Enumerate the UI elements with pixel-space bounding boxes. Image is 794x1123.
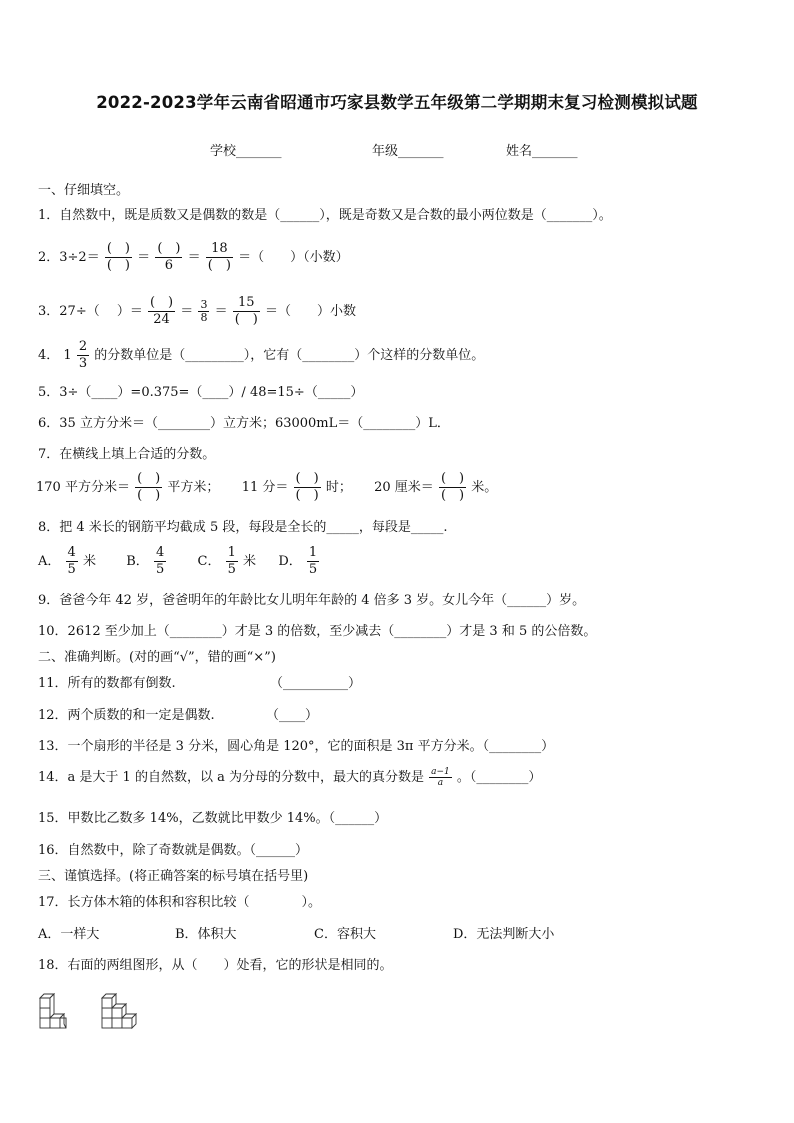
question-13: 13．一个扇形的半径是 3 分米，圆心角是 120°，它的面积是 3π 平方分米。（________） <box>38 739 555 754</box>
question-10: 10．2612 至少加上（________）才是 3 的倍数，至少减去（________）才是 3 和 5 的公倍数。 <box>38 624 597 639</box>
question-5: 5．3÷（____）=0.375=（____）/ 48=15÷（_____） <box>38 385 364 400</box>
question-4 <box>38 339 484 372</box>
question-18: 18．右面的两组图形，从（ ）处看，它的形状是相同的。 <box>38 958 393 973</box>
q7-item-a: 170 平方分米＝ <box>36 480 130 495</box>
section-2-heading: 二、准确判断。(对的画“√”，错的画“×”) <box>38 650 276 665</box>
q3-fraction-1: $\frac{( )}{24}$ <box>149 295 174 327</box>
q7-item-c-unit: 米。 <box>471 480 498 495</box>
question-6: 6．35 立方分米＝（________）立方米；63000mL＝（________）L． <box>38 416 450 431</box>
q17-option-b: B．体积大 <box>175 927 237 942</box>
q17-option-a: A．一样大 <box>38 927 100 942</box>
q7-fraction-b: $\frac{( )}{( )}$ <box>295 471 319 503</box>
question-2 <box>38 241 349 274</box>
q8-option-b: B． <box>126 554 149 569</box>
q2-eq-1: ＝ <box>137 250 151 265</box>
question-12-answer: （____） <box>266 708 319 723</box>
question-7-items <box>36 471 497 504</box>
q8-option-a: A． <box>38 554 61 569</box>
q8-option-c-fraction: $\frac{1}{5}$ <box>227 545 236 577</box>
q4-whole: 1 <box>63 347 72 363</box>
question-12: 12．两个质数的和一定是偶数. <box>38 708 215 723</box>
question-16: 16．自然数中，除了奇数就是偶数。（______） <box>38 843 309 858</box>
page-title: 2022-2023学年云南省昭通市巧家县数学五年级第二学期期末复习检测模拟试题 <box>96 93 698 112</box>
question-3 <box>38 295 356 328</box>
q4-suffix: 的分数单位是（_________），它有（________）个这样的分数单位。 <box>94 348 485 363</box>
question-7: 7．在横线上填上合适的分数。 <box>38 447 216 462</box>
q7-item-b: 11 分＝ <box>241 480 289 495</box>
q7-fraction-a: $\frac{( )}{( )}$ <box>137 471 161 503</box>
question-8: 8．把 4 米长的钢筋平均截成 5 段，每段是全长的_____，每段是_____. <box>38 520 448 535</box>
q8-option-a-unit: 米 <box>82 554 96 569</box>
q3-suffix: ＝（ ）小数 <box>265 304 357 319</box>
q8-option-d: D． <box>278 554 302 569</box>
q14-fraction: $\frac{a-1}{a}$ <box>431 767 450 788</box>
q2-fraction-3: $\frac{18}{( )}$ <box>207 241 231 273</box>
q8-option-c: C． <box>197 554 221 569</box>
q8-option-a-fraction: $\frac{4}{5}$ <box>67 545 76 577</box>
q8-option-b-fraction: $\frac{4}{5}$ <box>155 545 165 577</box>
q2-suffix: ＝（ ）（小数） <box>238 250 349 265</box>
question-11: 11．所有的数都有倒数. <box>38 676 176 691</box>
section-1-heading: 一、仔细填空。 <box>38 183 130 198</box>
q7-fraction-c: $\frac{( )}{( )}$ <box>440 471 465 503</box>
q2-fraction-2: $\frac{( )}{6}$ <box>157 241 181 273</box>
cube-figure-2 <box>100 990 142 1032</box>
name-field: 姓名_______ <box>506 144 578 159</box>
q3-prefix: 3．27÷（ ）＝ <box>38 304 143 319</box>
q14-suffix: 。（________） <box>456 770 542 785</box>
q3-fraction-2: $\frac{3}{8}$ <box>200 298 208 324</box>
question-11-answer: （__________） <box>270 676 362 691</box>
q3-fraction-3: $\frac{15}{( )}$ <box>234 295 258 327</box>
q2-prefix: 2．3÷2＝ <box>38 250 100 265</box>
cube-figure-1 <box>38 990 70 1032</box>
q17-option-c: C．容积大 <box>314 927 376 942</box>
q8-option-c-unit: 米 <box>243 554 257 569</box>
q7-item-b-unit: 时； <box>325 480 352 495</box>
q8-option-d-fraction: $\frac{1}{5}$ <box>308 545 318 577</box>
grade-field: 年级_______ <box>372 144 444 159</box>
q7-item-c: 20 厘米＝ <box>374 480 434 495</box>
question-8-options <box>38 545 320 578</box>
q3-eq-2: ＝ <box>214 304 228 319</box>
question-1: 1．自然数中，既是质数又是偶数的数是（______），既是奇数又是合数的最小两位数是（_______）。 <box>38 208 612 223</box>
q7-item-a-unit: 平方米； <box>167 480 220 495</box>
question-17: 17．长方体木箱的体积和容积比较（ ）。 <box>38 895 322 910</box>
q3-eq-1: ＝ <box>180 304 194 319</box>
q4-fraction: $\frac{2}{3}$ <box>78 339 88 371</box>
question-15: 15．甲数比乙数多 14%，乙数就比甲数少 14%。（______） <box>38 811 388 826</box>
school-field: 学校_______ <box>210 144 282 159</box>
q2-eq-2: ＝ <box>187 250 201 265</box>
question-9: 9．爸爸今年 42 岁，爸爸明年的年龄比女儿明年年龄的 4 倍多 3 岁。女儿今年（______）岁。 <box>38 593 586 608</box>
section-3-heading: 三、谨慎选择。(将正确答案的标号填在括号里) <box>38 869 309 884</box>
q17-option-d: D．无法判断大小 <box>453 927 555 942</box>
q4-prefix: 4． <box>38 348 60 363</box>
q2-fraction-1: $\frac{( )}{( )}$ <box>106 241 131 273</box>
q14-prefix: 14．a 是大于 1 的自然数，以 a 为分母的分数中，最大的真分数是 <box>38 770 424 785</box>
question-14 <box>38 767 541 788</box>
